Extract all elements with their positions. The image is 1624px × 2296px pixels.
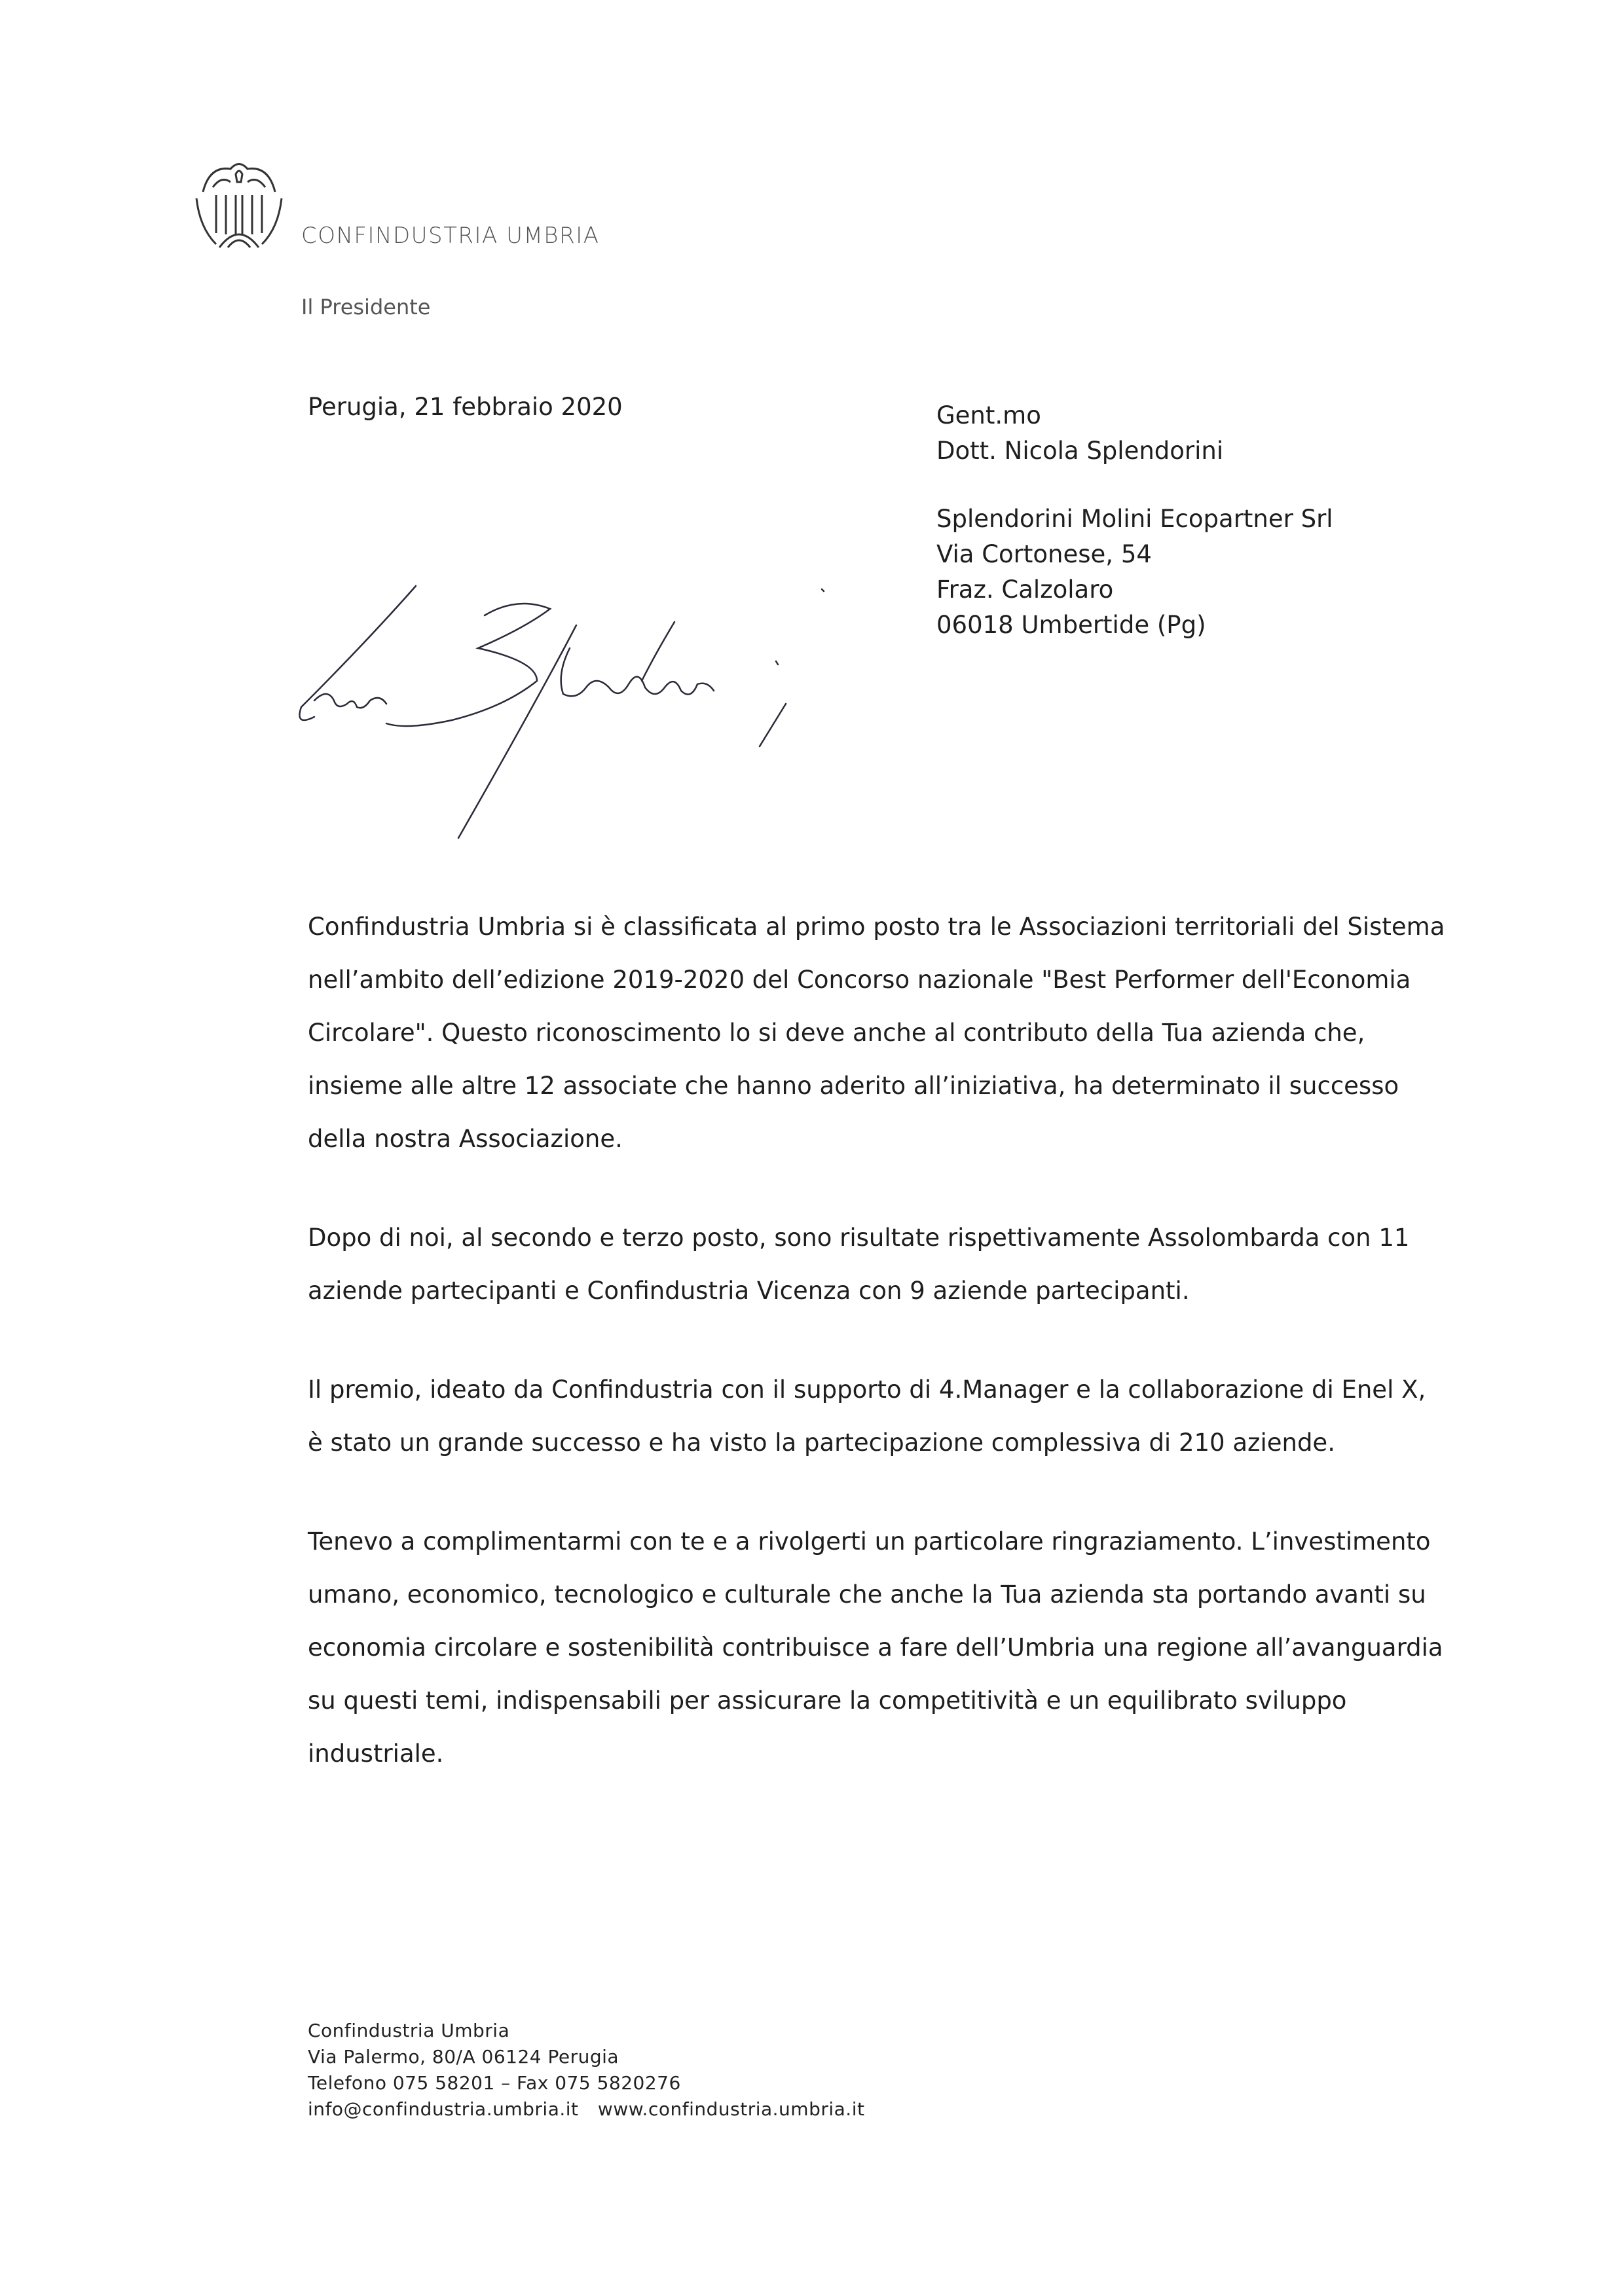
footer-contacts [308,2018,864,2123]
body-paragraph: Dopo di noi, al secondo e terzo posto, sono risultate rispettivamente Assolombarda con 11 aziende partecipanti e Confindustria Vicenza con 9 aziende partecipanti. [308,1224,1410,1305]
organization-role: Il Presidente [301,295,431,319]
recipient-locality: Fraz. Calzolaro [936,575,1114,604]
letter-body [308,900,1447,1826]
recipient-block [936,398,1223,469]
eagle-columns-logo-icon [190,156,288,254]
footer-web-line [308,2096,864,2123]
letter-date: Perugia, 21 febbraio 2020 [308,393,623,421]
footer-address: Via Palermo, 80/A 06124 Perugia [308,2046,619,2068]
body-paragraph: Il premio, ideato da Confindustria con il supporto di 4.Manager e la collaborazione di Enel X, è stato un grande successo e ha visto la partecipazione complessiva di 210 aziende. [308,1376,1426,1457]
handwritten-signature [288,570,825,845]
recipient-salutation: Gent.mo [936,401,1041,429]
body-paragraph: Tenevo a complimentarmi con te e a rivolgerti un particolare ringraziamento. L’investimento umano, economico, tecnologico e culturale che anche la Tua azienda sta portando avanti su economia circolare e sostenibilità contribuisce a fare dell’Umbria una regione all’avanguardia su questi temi, indispensabili per assicurare la competitività e un equilibrato sviluppo industriale. [308,1527,1443,1768]
recipient-street: Via Cortonese, 54 [936,540,1152,568]
recipient-city: 06018 Umbertide (Pg) [936,611,1206,639]
body-paragraph: Confindustria Umbria si è classificata al primo posto tra le Associazioni territoriali del Sistema nell’ambito dell’edizione 2019-2020 del Concorso nazionale "Best Performer dell'Economia Circolare". Questo riconoscimento lo si deve anche al contributo della Tua azienda che, insieme alle altre 12 associate che hanno aderito all’iniziativa, ha determinato il successo della nostra Associazione. [308,913,1445,1153]
footer-website-link[interactable]: www.confindustria.umbria.it [597,2098,865,2120]
footer-phone: Telefono 075 58201 – Fax 075 5820276 [308,2072,681,2094]
footer-organization: Confindustria Umbria [308,2020,510,2041]
recipient-company: Splendorini Molini Ecopartner Srl [936,505,1333,533]
recipient-name: Dott. Nicola Splendorini [936,437,1224,465]
organization-name: CONFINDUSTRIA UMBRIA [301,223,600,249]
recipient-address [936,501,1333,643]
footer-email-link[interactable]: info@confindustria.umbria.it [308,2098,579,2120]
